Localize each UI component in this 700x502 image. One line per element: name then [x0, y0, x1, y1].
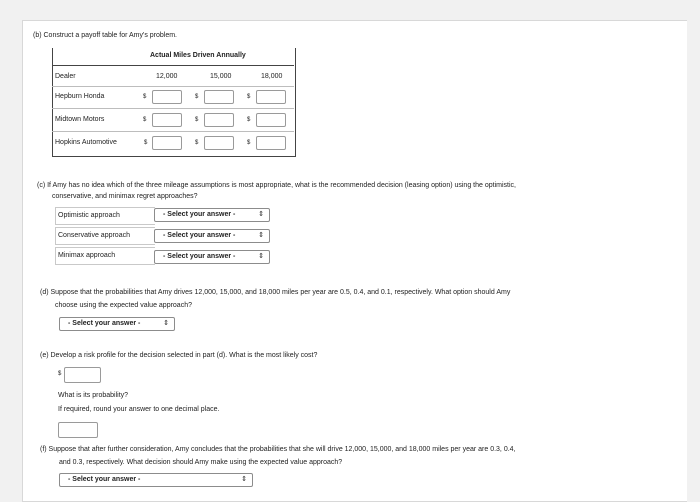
row-label-midtown: Midtown Motors	[55, 116, 105, 123]
dollar-sign: $	[247, 140, 251, 146]
part-b-prompt: (b) Construct a payoff table for Amy's problem.	[33, 32, 177, 39]
part-c-prompt-line1: (c) If Amy has no idea which of the three mileage assumptions is most appropriate, what is the recommended decision (leasing option) using the optimistic,	[37, 182, 516, 189]
part-f-prompt-line2: and 0.3, respectively. What decision should Amy make using the expected value approach?	[59, 459, 343, 466]
col-header-dealer: Dealer	[55, 73, 76, 80]
part-f-prompt-line1: (f) Suppose that after further consideration, Amy concludes that the probabilities that she will drive 12,000, 15,000, and 18,000 miles per year are 0.3, 0.4,	[40, 446, 516, 453]
minimax-answer-select[interactable]	[154, 250, 270, 264]
row-divider	[52, 108, 294, 109]
payoff-input-midtown-12000[interactable]	[152, 113, 182, 127]
row-label-hopkins: Hopkins Automotive	[55, 139, 117, 146]
approach-label-conservative: Conservative approach	[58, 232, 130, 239]
select-label: - Select your answer -	[68, 320, 141, 327]
dollar-sign: $	[143, 94, 147, 100]
expected-value-answer-select-f[interactable]	[59, 473, 253, 487]
part-c-prompt-line2: conservative, and minimax regret approaches?	[52, 193, 198, 200]
part-d-prompt-line1: (d) Suppose that the probabilities that Amy drives 12,000, 15,000, and 18,000 miles per year are 0.5, 0.4, and 0.1, respectively. What option should Amy	[40, 289, 511, 296]
payoff-input-hopkins-18000[interactable]	[256, 136, 286, 150]
row-divider	[52, 131, 294, 132]
select-arrows-icon: ⇕	[258, 211, 264, 218]
col-header-15000: 15,000	[210, 73, 232, 80]
expected-value-answer-select-d[interactable]	[59, 317, 175, 331]
most-likely-cost-input[interactable]	[64, 367, 101, 383]
probability-question: What is its probability?	[58, 392, 129, 399]
select-label: - Select your answer -	[163, 211, 236, 218]
dollar-sign: $	[195, 140, 199, 146]
select-arrows-icon: ⇕	[241, 476, 247, 483]
probability-input[interactable]	[58, 422, 98, 438]
select-label: - Select your answer -	[163, 253, 236, 260]
approach-label-optimistic: Optimistic approach	[58, 212, 120, 219]
dollar-sign: $	[144, 140, 148, 146]
select-arrows-icon: ⇕	[258, 232, 264, 239]
optimistic-answer-select[interactable]	[154, 208, 270, 222]
payoff-input-hepburn-18000[interactable]	[256, 90, 286, 104]
payoff-input-hepburn-15000[interactable]	[204, 90, 234, 104]
row-label-hepburn: Hepburn Honda	[55, 93, 105, 100]
payoff-input-hopkins-15000[interactable]	[204, 136, 234, 150]
payoff-input-hepburn-12000[interactable]	[152, 90, 182, 104]
select-label: - Select your answer -	[68, 476, 141, 483]
dollar-sign: $	[58, 371, 62, 377]
part-d-prompt-line2: choose using the expected value approach?	[55, 302, 192, 309]
table-title: Actual Miles Driven Annually	[150, 52, 246, 59]
part-e-prompt: (e) Develop a risk profile for the decision selected in part (d). What is the most likely cost?	[40, 352, 318, 359]
dollar-sign: $	[143, 117, 147, 123]
col-header-12000: 12,000	[156, 73, 178, 80]
payoff-input-midtown-15000[interactable]	[204, 113, 234, 127]
conservative-answer-select[interactable]	[154, 229, 270, 243]
col-header-18000: 18,000	[261, 73, 283, 80]
row-divider	[52, 86, 294, 87]
payoff-input-midtown-18000[interactable]	[256, 113, 286, 127]
select-arrows-icon: ⇕	[258, 253, 264, 260]
dollar-sign: $	[247, 94, 251, 100]
select-arrows-icon: ⇕	[163, 320, 169, 327]
dollar-sign: $	[195, 117, 199, 123]
dollar-sign: $	[195, 94, 199, 100]
approach-label-minimax: Minimax approach	[58, 252, 116, 259]
table-top-rule	[52, 65, 294, 66]
payoff-input-hopkins-12000[interactable]	[152, 136, 182, 150]
select-label: - Select your answer -	[163, 232, 236, 239]
dollar-sign: $	[247, 117, 251, 123]
rounding-note: If required, round your answer to one decimal place.	[58, 406, 220, 413]
